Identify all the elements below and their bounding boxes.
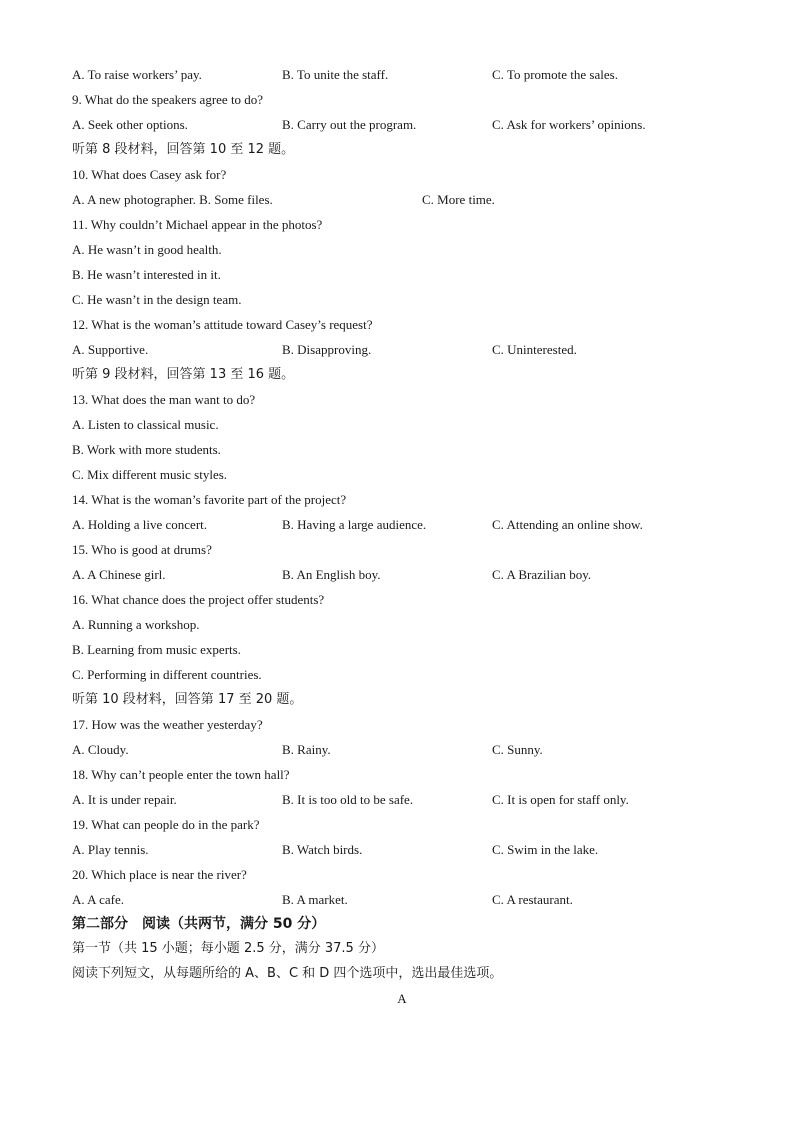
option-c: C. Swim in the lake. xyxy=(492,842,599,857)
option-c: C. More time. xyxy=(422,192,495,207)
option-b: B. Carry out the program. xyxy=(282,117,417,132)
option-b: B. Disapproving. xyxy=(282,342,372,357)
option-c: C. Performing in different countries. xyxy=(72,667,262,682)
option-b: B. Rainy. xyxy=(282,742,331,757)
q18-options xyxy=(72,787,732,812)
section-heading-10: 听第 10 段材料，回答第 17 至 20 题。 xyxy=(72,692,303,707)
question-16: 16. What chance does the project offer students? xyxy=(72,592,325,607)
section-one-heading: 第一节（共 15 小题；每小题 2.5 分，满分 37.5 分） xyxy=(72,941,384,956)
option-c: C. A restaurant. xyxy=(492,892,573,907)
section-heading-8: 听第 8 段材料，回答第 10 至 12 题。 xyxy=(72,142,295,157)
q19-options xyxy=(72,837,732,862)
question-14: 14. What is the woman’s favorite part of the project? xyxy=(72,492,347,507)
option-c: C. Ask for workers’ opinions. xyxy=(492,117,646,132)
question-18: 18. Why can’t people enter the town hall? xyxy=(72,767,290,782)
option-a: A. It is under repair. xyxy=(72,792,177,807)
option-b: B. It is too old to be safe. xyxy=(282,792,414,807)
question-10: 10. What does Casey ask for? xyxy=(72,167,227,182)
option-c: C. Uninterested. xyxy=(492,342,577,357)
option-a: A. Play tennis. xyxy=(72,842,149,857)
option-a: A. Cloudy. xyxy=(72,742,129,757)
q10-options xyxy=(72,187,732,212)
question-19: 19. What can people do in the park? xyxy=(72,817,260,832)
q8-options xyxy=(72,62,732,87)
option-b: B. He wasn’t interested in it. xyxy=(72,267,221,282)
q17-options xyxy=(72,737,732,762)
option-a: A. Listen to classical music. xyxy=(72,417,219,432)
option-c: C. To promote the sales. xyxy=(492,67,618,82)
option-ab: A. A new photographer. B. Some files. xyxy=(72,192,273,207)
option-c: C. He wasn’t in the design team. xyxy=(72,292,242,307)
option-a: A. Seek other options. xyxy=(72,117,188,132)
option-a: A. A cafe. xyxy=(72,892,124,907)
q9-options xyxy=(72,112,732,137)
option-b: B. Having a large audience. xyxy=(282,517,427,532)
question-12: 12. What is the woman’s attitude toward Casey’s request? xyxy=(72,317,373,332)
option-c: C. A Brazilian boy. xyxy=(492,567,592,582)
option-a: A. A Chinese girl. xyxy=(72,567,166,582)
question-15: 15. Who is good at drums? xyxy=(72,542,212,557)
part-two-title: 第二部分 阅读（共两节，满分 50 分） xyxy=(72,916,326,932)
q15-options xyxy=(72,562,732,587)
question-9: 9. What do the speakers agree to do? xyxy=(72,92,264,107)
question-20: 20. Which place is near the river? xyxy=(72,867,247,882)
q20-options xyxy=(72,887,732,912)
option-c: C. Mix different music styles. xyxy=(72,467,228,482)
option-c: C. Sunny. xyxy=(492,742,543,757)
option-a: A. Supportive. xyxy=(72,342,149,357)
exam-page xyxy=(72,62,732,1011)
option-a: A. He wasn’t in good health. xyxy=(72,242,222,257)
question-11: 11. Why couldn’t Michael appear in the photos? xyxy=(72,217,323,232)
option-b: B. To unite the staff. xyxy=(282,67,389,82)
option-a: A. To raise workers’ pay. xyxy=(72,67,202,82)
option-c: C. Attending an online show. xyxy=(492,517,643,532)
option-b: B. Learning from music experts. xyxy=(72,642,241,657)
q12-options xyxy=(72,337,732,362)
question-17: 17. How was the weather yesterday? xyxy=(72,717,263,732)
section-heading-9: 听第 9 段材料，回答第 13 至 16 题。 xyxy=(72,367,295,382)
option-b: B. An English boy. xyxy=(282,567,381,582)
option-b: B. Work with more students. xyxy=(72,442,221,457)
question-13: 13. What does the man want to do? xyxy=(72,392,256,407)
option-b: B. Watch birds. xyxy=(282,842,363,857)
option-a: A. Running a workshop. xyxy=(72,617,200,632)
option-b: B. A market. xyxy=(282,892,348,907)
q14-options xyxy=(72,512,732,537)
option-c: C. It is open for staff only. xyxy=(492,792,629,807)
reading-instruction: 阅读下列短文，从每题所给的 A、B、C 和 D 四个选项中，选出最佳选项。 xyxy=(72,966,503,981)
passage-label: A xyxy=(397,991,407,1006)
option-a: A. Holding a live concert. xyxy=(72,517,208,532)
